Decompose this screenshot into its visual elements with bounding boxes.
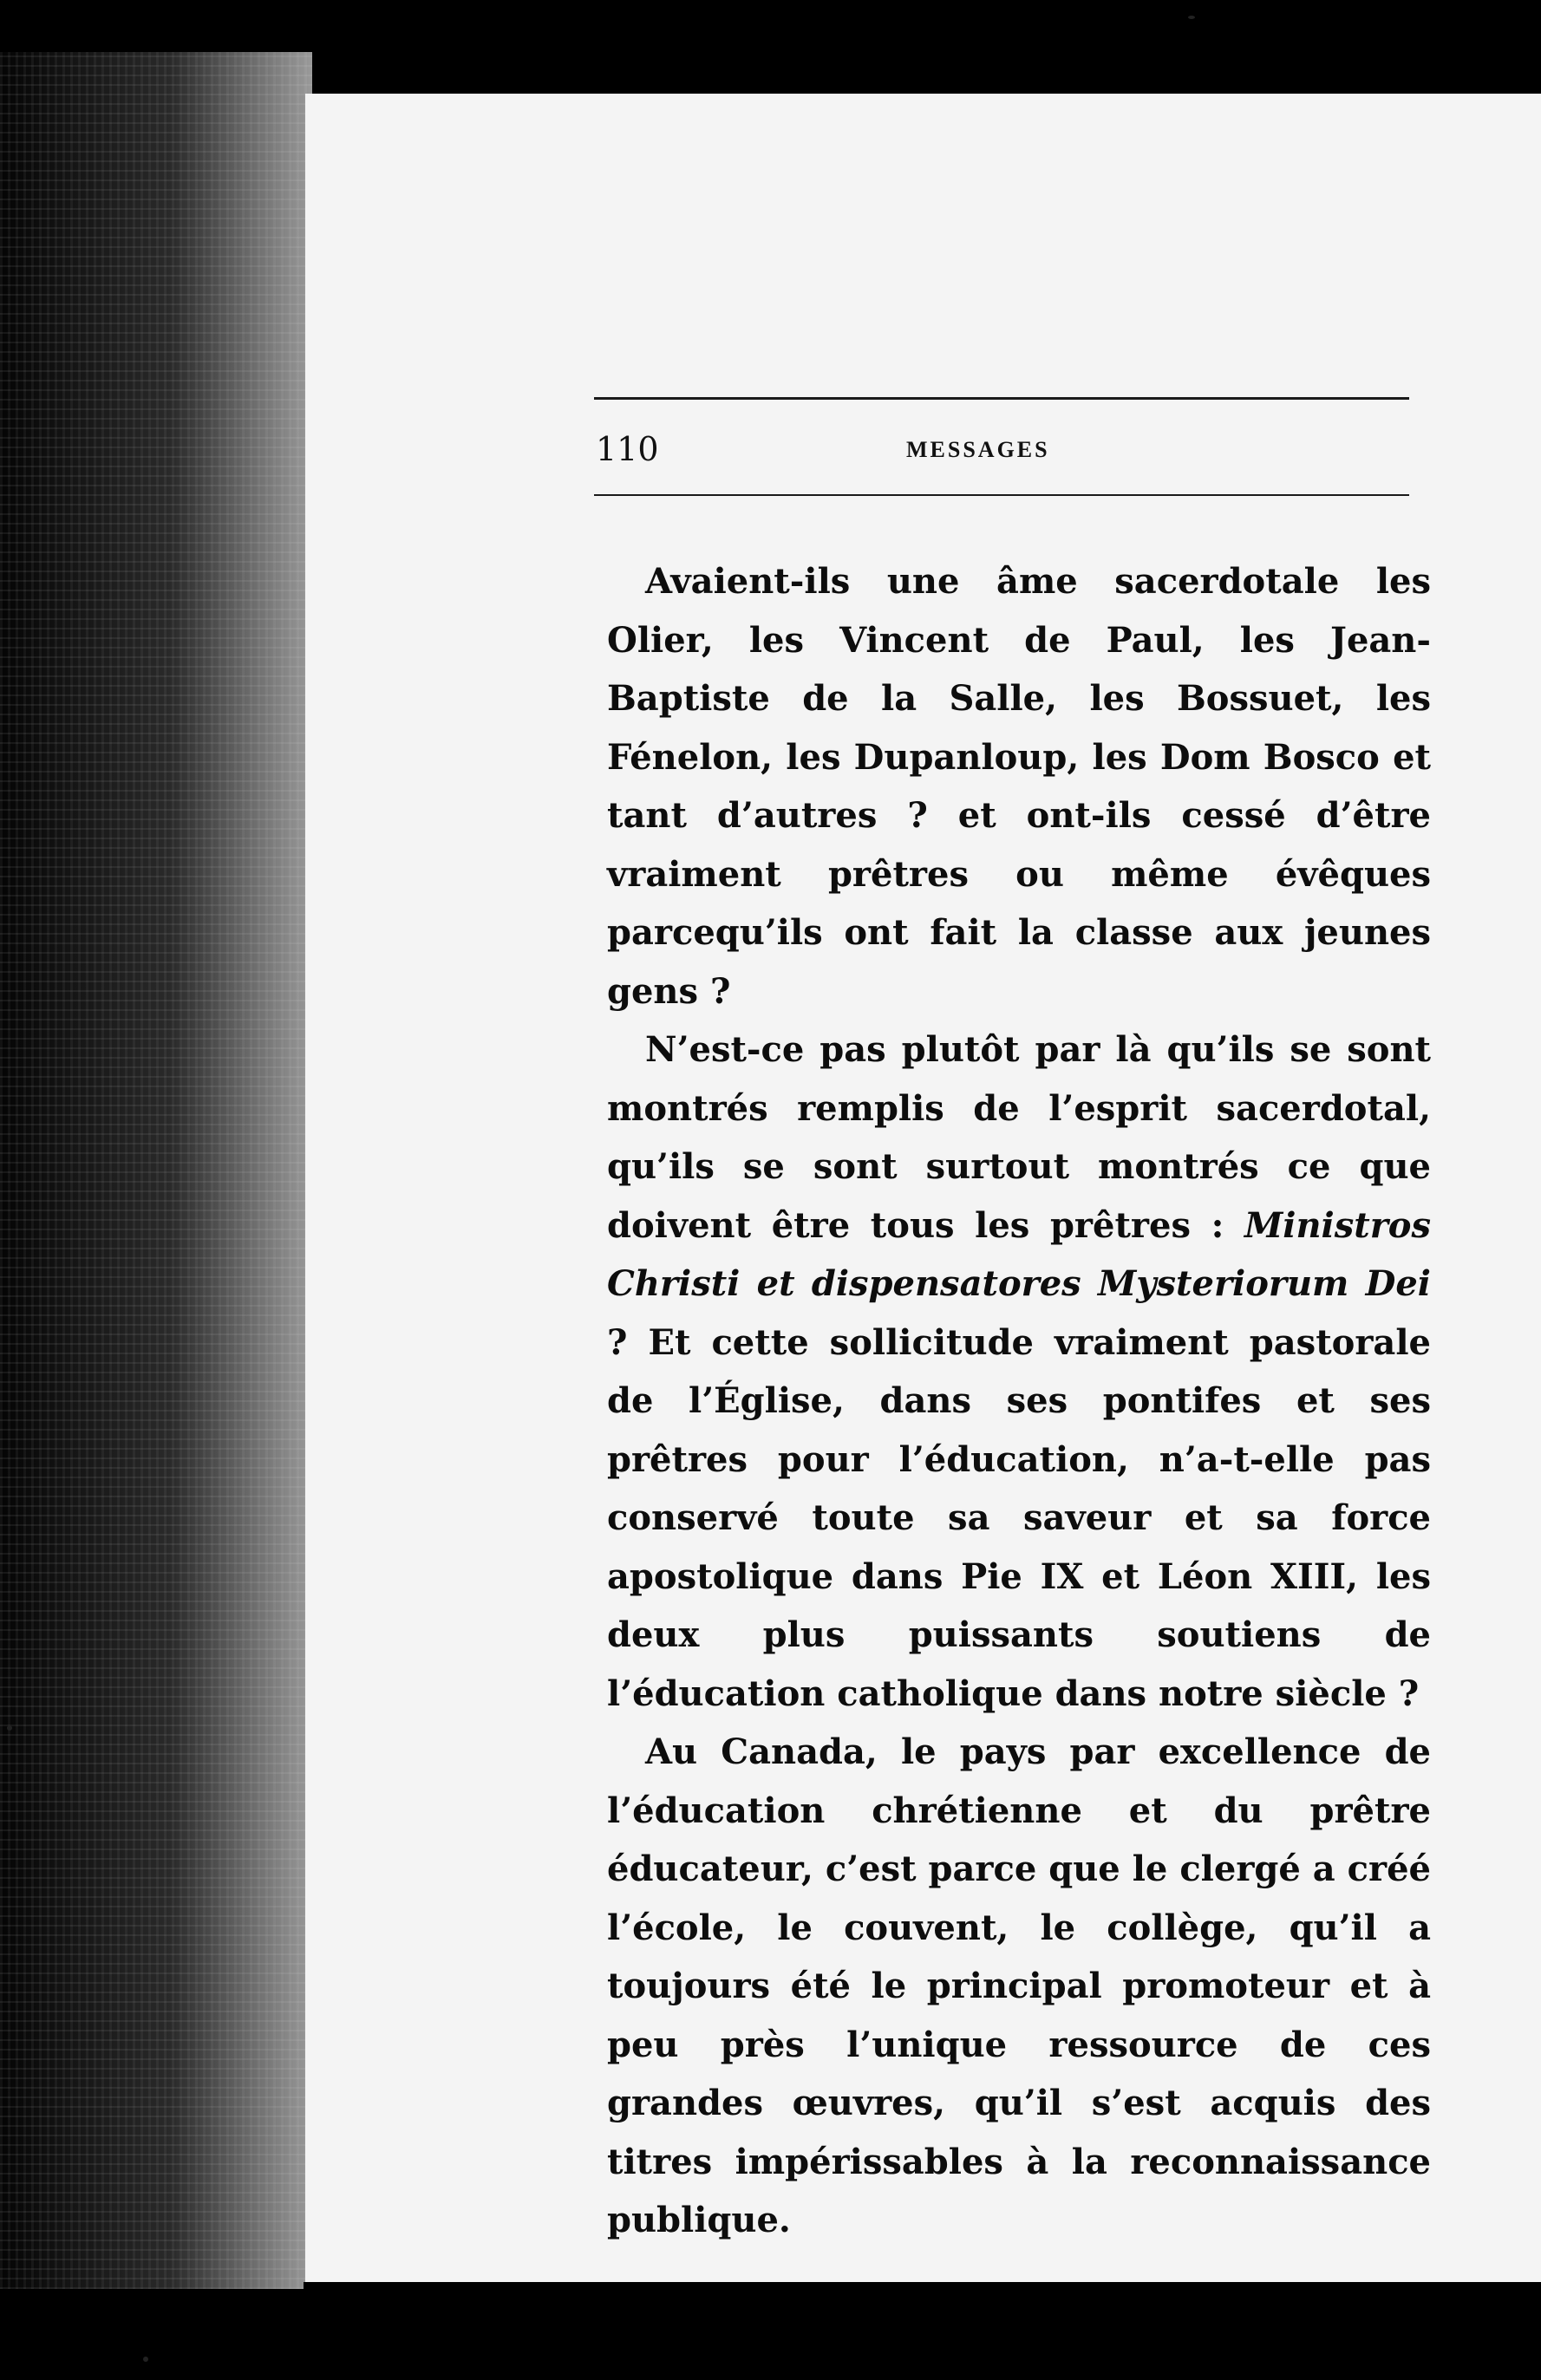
latin-quotation: Ministros Christi et dispensatores Mysteriorum Dei [607,1204,1431,1304]
paragraph-3-text: Au Canada, le pays par excellence de l’éducation chrétienne et du prêtre éducateur, c’est parce que le clergé a créé l’école, le couvent, le collège, qu’il a toujours été le principal promoteur et à peu près l’unique ressource de ces grandes œuvres, qu’il s’est acquis des titres impérissables à la reconnaissance publique. [607,1731,1431,2240]
scan-speck [143,2357,148,2362]
body-text [607,552,1431,2250]
binding-gutter [0,52,312,2289]
paragraph-2 [607,1020,1431,1723]
page-number: 110 [596,430,659,468]
paragraph-1-text: Avaient-ils une âme sacerdotale les Olier, les Vincent de Paul, les Jean-Baptiste de la Salle, les Bossuet, les Fénelon, les Dupanloup, les Dom Bosco et tant d’autres ? et ont-ils cessé d’être vraiment prêtres ou même évêques parcequ’ils ont fait la classe aux jeunes gens ? [607,561,1431,1012]
paragraph-2-text-end: ? Et cette sollicitude vraiment pastorale de l’Église, dans ses pontifes et ses prêtres pour l’éducation, n’a-t-elle pas conservé toute sa saveur et sa force apostolique dans Pie IX et Léon XIII, les deux plus puissants soutiens de l’éducation catholique dans notre siècle ? [607,1321,1431,1714]
running-head [594,397,1409,501]
scan-speck [1188,16,1195,19]
header-rule-bottom [594,494,1409,496]
running-title: MESSAGES [906,437,1050,462]
paragraph-1 [607,552,1431,1020]
paragraph-3 [607,1723,1431,2250]
scan-speck [7,1725,12,1731]
page-bottom-edge [304,2282,1541,2380]
header-rule-top [594,397,1409,400]
paragraph-2-text-start: N’est-ce pas plutôt par là qu’ils se sont montrés remplis de l’esprit sacerdotal, qu’ils se sont surtout montrés ce que doivent être tous les prêtres : [607,1029,1431,1246]
